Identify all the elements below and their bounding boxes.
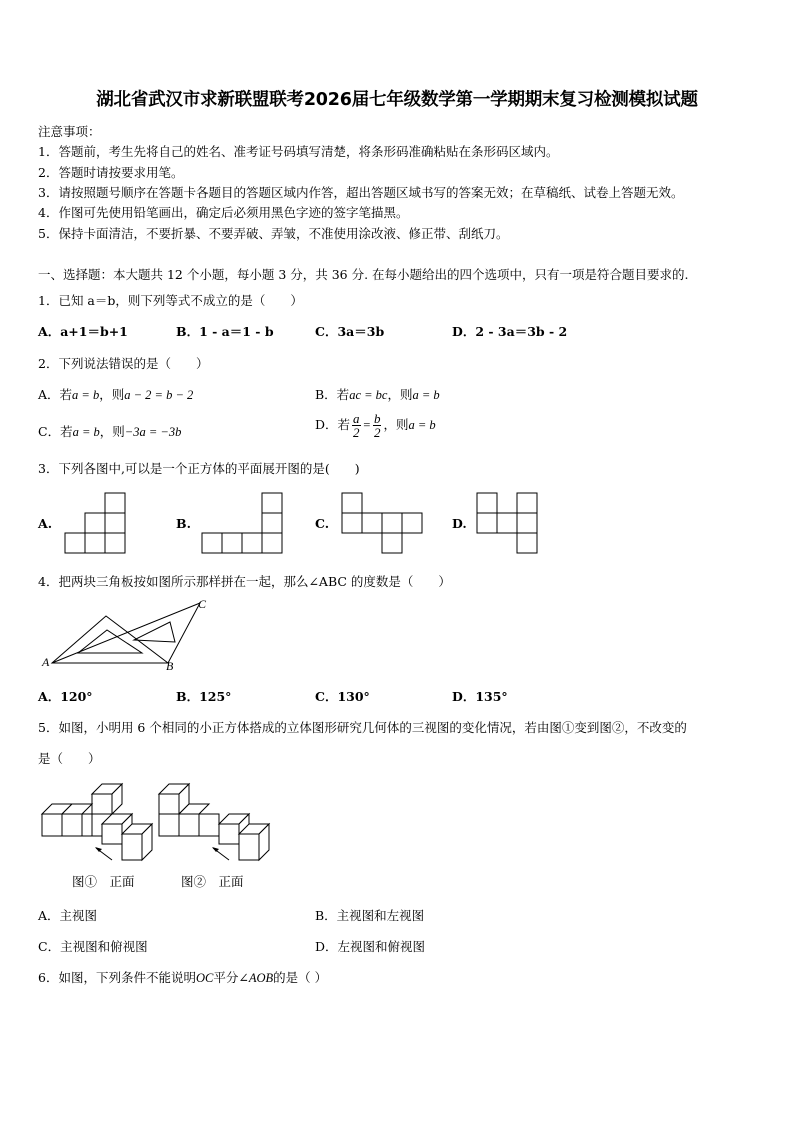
q1-option-c: C．3a＝3b: [315, 324, 385, 339]
q2-option-b: B．若ac = bc，则a = b: [315, 387, 440, 402]
q1-option-a: A．a+1＝b+1: [38, 324, 128, 339]
q1-option-d: D．2 - 3a＝3b - 2: [452, 324, 568, 339]
notice-item-2: 2．答题时请按要求用笔。: [38, 165, 184, 180]
q5-stem-line-2: 是（ ）: [38, 751, 101, 766]
q3-stem: 3．下列各图中,可以是一个正方体的平面展开图的是( ): [38, 461, 360, 476]
label-c: C: [198, 597, 207, 611]
page-title: 湖北省武汉市求新联盟联考2026届七年级数学第一学期期末复习检测模拟试题: [96, 90, 698, 110]
section-1-heading: 一、选择题：本大题共 12 个小题，每小题 3 分，共 36 分. 在每小题给出的四个选项中，只有一项是符合题目要求的.: [38, 267, 689, 282]
q5-option-d: D．左视图和俯视图: [315, 939, 426, 954]
net-figure-a: [63, 492, 133, 554]
q2-option-d: D．若 $\frac{a}{2}$ = $\frac{b}{2}$ ，则a = b: [315, 411, 436, 440]
cube-figure-2: [155, 782, 275, 872]
q1-option-b: B．1 - a＝1 - b: [176, 324, 274, 339]
q2-stem: 2．下列说法错误的是（ ）: [38, 356, 209, 371]
q4-option-a: A．120°: [38, 689, 93, 704]
fraction-a-over-2: $\frac{a}{2}$: [353, 411, 360, 440]
q5-option-a: A．主视图: [38, 908, 98, 923]
q3-option-c: C.: [315, 516, 330, 531]
notice-item-1: 1．答题前，考生先将自己的姓名、准考证号码填写清楚，将条形码准确粘贴在条形码区域内。: [38, 144, 559, 159]
q1-stem: 1．已知 a＝b，则下列等式不成立的是（ ）: [38, 293, 303, 308]
q3-option-d: D.: [452, 516, 467, 531]
fig-2-caption: 图② 正面: [181, 874, 244, 889]
fig-1-caption: 图① 正面: [72, 874, 135, 889]
label-b: B: [166, 659, 174, 673]
notice-item-3: 3．请按照题号顺序在答题卡各题目的答题区域内作答，超出答题区域书写的答案无效；在草稿纸、试卷上答题无效。: [38, 185, 684, 200]
q3-option-b: B.: [176, 516, 191, 531]
q2-option-a: A．若a = b，则a − 2 = b − 2: [38, 387, 194, 402]
q3-option-a: A.: [38, 516, 53, 531]
net-figure-b: [200, 492, 286, 554]
q2-option-c: C．若a = b，则−3a = −3b: [38, 424, 182, 439]
triangle-rulers-figure: [38, 600, 218, 670]
notice-item-5: 5．保持卡面清洁，不要折暴、不要弄破、弄皱，不准使用涂改液、修正带、刮纸刀。: [38, 226, 509, 241]
net-figure-d: [475, 492, 545, 554]
cube-figure-1: [38, 782, 158, 872]
net-figure-c: [340, 492, 426, 554]
notice-item-4: 4．作图可先使用铅笔画出，确定后必须用黑色字迹的签字笔描黑。: [38, 205, 409, 220]
q4-stem: 4．把两块三角板按如图所示那样拼在一起，那么∠ABC 的度数是（ ）: [38, 574, 451, 589]
q5-option-b: B．主视图和左视图: [315, 908, 425, 923]
q6-stem: 6．如图，下列条件不能说明OC平分∠AOB的是（ ）: [38, 970, 328, 985]
q4-option-d: D．135°: [452, 689, 508, 704]
fraction-b-over-2: $\frac{b}{2}$: [373, 411, 381, 440]
label-a: A: [42, 655, 50, 669]
q4-option-b: B．125°: [176, 689, 232, 704]
notice-heading: 注意事项：: [38, 124, 101, 139]
q4-option-c: C．130°: [315, 689, 370, 704]
q5-option-c: C．主视图和俯视图: [38, 939, 148, 954]
q5-stem-line-1: 5．如图，小明用 6 个相同的小正方体搭成的立体图形研究几何体的三视图的变化情况，若由图①变到图②，不改变的: [38, 720, 687, 735]
